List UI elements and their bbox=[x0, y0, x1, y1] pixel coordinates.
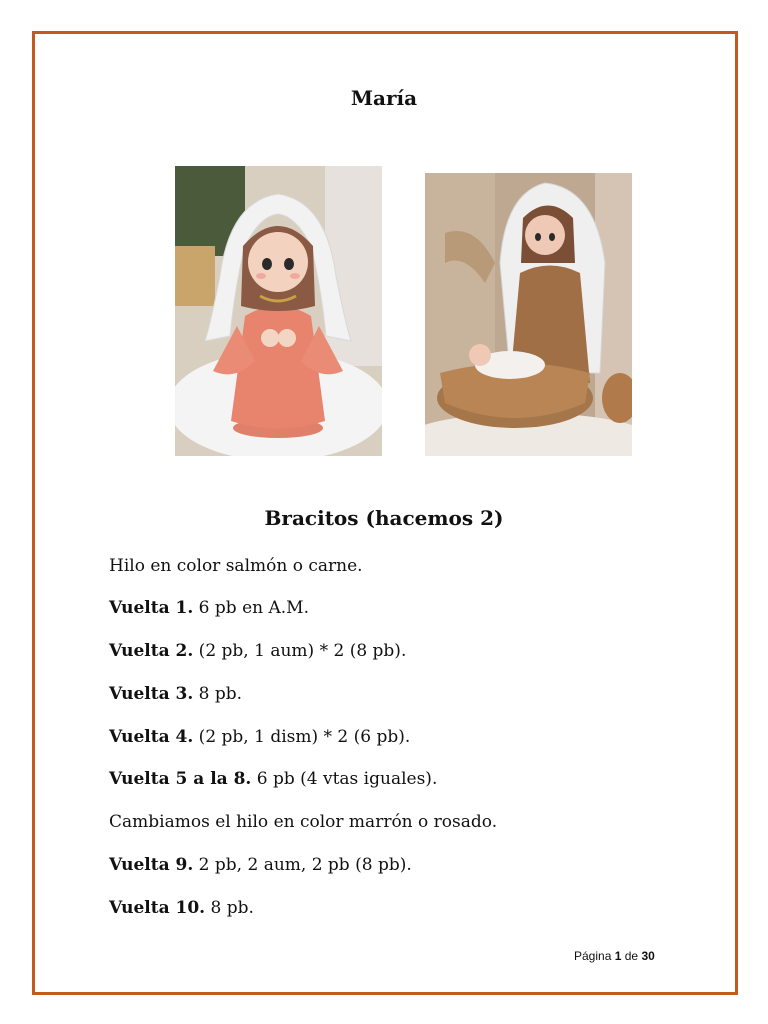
instruction-line bbox=[109, 727, 410, 747]
instruction-text: 6 pb en A.M. bbox=[193, 598, 309, 618]
instruction-text: (2 pb, 1 aum) * 2 (8 pb). bbox=[193, 641, 407, 661]
instruction-label: Vuelta 2. bbox=[109, 641, 194, 661]
instruction-line bbox=[109, 855, 412, 875]
of-word: de bbox=[624, 949, 639, 963]
instruction-label: Vuelta 9. bbox=[109, 855, 194, 875]
photo-maria-pink bbox=[175, 166, 382, 456]
total-pages: 30 bbox=[641, 949, 655, 963]
instruction-line bbox=[109, 769, 437, 789]
instruction-text: (2 pb, 1 dism) * 2 (6 pb). bbox=[193, 727, 411, 747]
instruction-text: 2 pb, 2 aum, 2 pb (8 pb). bbox=[193, 855, 412, 875]
instruction-line bbox=[109, 898, 254, 918]
page-title: María bbox=[350, 86, 418, 110]
instruction-label: Vuelta 5 a la 8. bbox=[109, 769, 252, 789]
instruction-label: Vuelta 1. bbox=[109, 598, 194, 618]
section-title: Bracitos (hacemos 2) bbox=[264, 506, 504, 530]
instruction-label: Vuelta 3. bbox=[109, 684, 194, 704]
instruction-text: Cambiamos el hilo en color marrón o rosado. bbox=[109, 812, 498, 832]
page-number bbox=[574, 949, 655, 963]
instruction-line bbox=[109, 598, 309, 618]
instruction-text: 8 pb. bbox=[193, 684, 243, 704]
instruction-line bbox=[109, 556, 363, 576]
instruction-line bbox=[109, 641, 406, 661]
current-page: 1 bbox=[614, 949, 622, 963]
page-word: Página bbox=[574, 949, 612, 963]
instruction-text: 8 pb. bbox=[205, 898, 254, 918]
photo-nativity-scene bbox=[425, 173, 632, 456]
instruction-text: Hilo en color salmón o carne. bbox=[109, 556, 363, 576]
instruction-line bbox=[109, 812, 497, 832]
instruction-line bbox=[109, 684, 242, 704]
instruction-label: Vuelta 4. bbox=[109, 727, 194, 747]
instruction-text: 6 pb (4 vtas iguales). bbox=[251, 769, 438, 789]
instruction-label: Vuelta 10. bbox=[109, 898, 206, 918]
